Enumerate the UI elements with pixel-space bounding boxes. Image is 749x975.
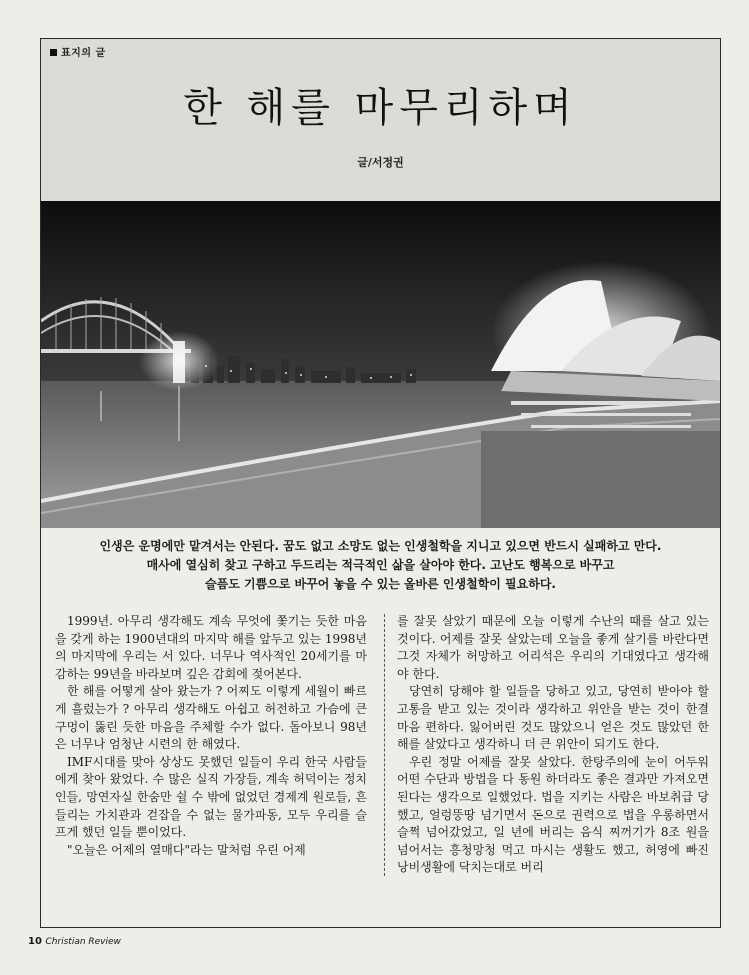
body-paragraph: 한 해를 어떻게 살아 왔는가 ? 어찌도 이렇게 세월이 빠르게 흘렀는가 ? 아무리 생각해도 아쉽고 허전하고 가슴에 큰 구멍이 뚫린 듯한 마음을 주체할 수가 없다. 돌아보니 98년은 너무나 엄청난 시련의 한 해였다. <box>55 684 367 752</box>
cover-photo <box>41 201 720 528</box>
body-paragraph: 당연히 당해야 할 일들을 당하고 있고, 당연히 받아야 할 고통을 받고 있는 것이라 생각하고 위안을 받는 것이 한결 마음 편하다. 잃어버린 것도 많았으니 얻은 것도 많았던 한 해를 살았다고 생각하니 더 큰 위안이 되기도 한다. <box>397 684 709 752</box>
article-title: 한 해를 마무리하며 <box>183 85 578 131</box>
body-paragraph: IMF시대를 맞아 상상도 못했던 일들이 우리 한국 사람들에게 찾아 왔었다. 수 많은 실직 가장들, 계속 허덕이는 정치인들, 망연자실 한숨만 쉴 수 밖에 없었던 경제계 원로들, 흔들리는 가치관과 걷잡을 수 없는 물가파동, 모두 우리를 슬프게 했던 일들 뿐이었다. <box>55 754 367 840</box>
intro-line: 슬픔도 기쁨으로 바꾸어 놓을 수 있는 올바른 인생철학이 필요하다. <box>205 577 556 591</box>
square-bullet-icon <box>50 49 57 56</box>
magazine-name: Christian Review <box>45 937 121 947</box>
body-column-left <box>55 613 367 859</box>
page-footer <box>28 936 121 947</box>
intro-summary <box>41 537 720 594</box>
intro-line: 매사에 열심히 찾고 구하고 두드리는 적극적인 삶을 살아야 한다. 고난도 행복으로 바꾸고 <box>146 558 615 572</box>
body-paragraph: 를 잘못 살았기 때문에 오늘 이렇게 수난의 때를 살고 있는 것이다. 어제를 잘못 살았는데 오늘을 좋게 살기를 바란다면 그것 자체가 허망하고 어리석은 우리의 기대였다고 생각해야 한다. <box>397 614 709 681</box>
body-column-right <box>397 613 709 877</box>
page-number: 10 <box>28 936 42 947</box>
body-paragraph: "오늘은 어제의 열매다"라는 말처럼 우린 어제 <box>67 842 306 857</box>
body-paragraph: 우린 정말 어제를 잘못 살았다. 한탕주의에 눈이 어두워 어떤 수단과 방법을 다 동원 하더라도 좋은 결과만 가져오면 된다는 생각으로 일했었다. 법을 지키는 사람은 바보취급 당했고, 얼렁뚱땅 넘기면서 돈으로 권력으로 법을 우롱하면서 슬쩍 넘어갔었고, 일 년에 버리는 음식 찌꺼기가 8조 원을 넘어서는 흥청망청 먹고 마시는 생활도 했고, 허영에 빠진 낭비생활에 닥치는대로 버리 <box>397 754 709 875</box>
section-label <box>50 44 106 59</box>
sydney-opera-house-night-photo <box>41 201 720 528</box>
column-divider <box>384 614 385 876</box>
section-label-text: 표지의 글 <box>61 48 106 59</box>
body-paragraph: 1999년. 아무리 생각해도 계속 무엇에 쫓기는 듯한 마음을 갖게 하는 1900년대의 마지막 해를 앞두고 있는 1998년의 마지막에 우리는 서 있다. 너무나 역사적인 20세기를 마감하는 99년을 바라보며 깊은 감회에 젖어본다. <box>55 614 367 681</box>
byline: 글/서정권 <box>357 156 404 169</box>
intro-line: 인생은 운명에만 맡겨서는 안된다. 꿈도 없고 소망도 없는 인생철학을 지니고 있으면 반드시 실패하고 만다. <box>99 539 662 553</box>
